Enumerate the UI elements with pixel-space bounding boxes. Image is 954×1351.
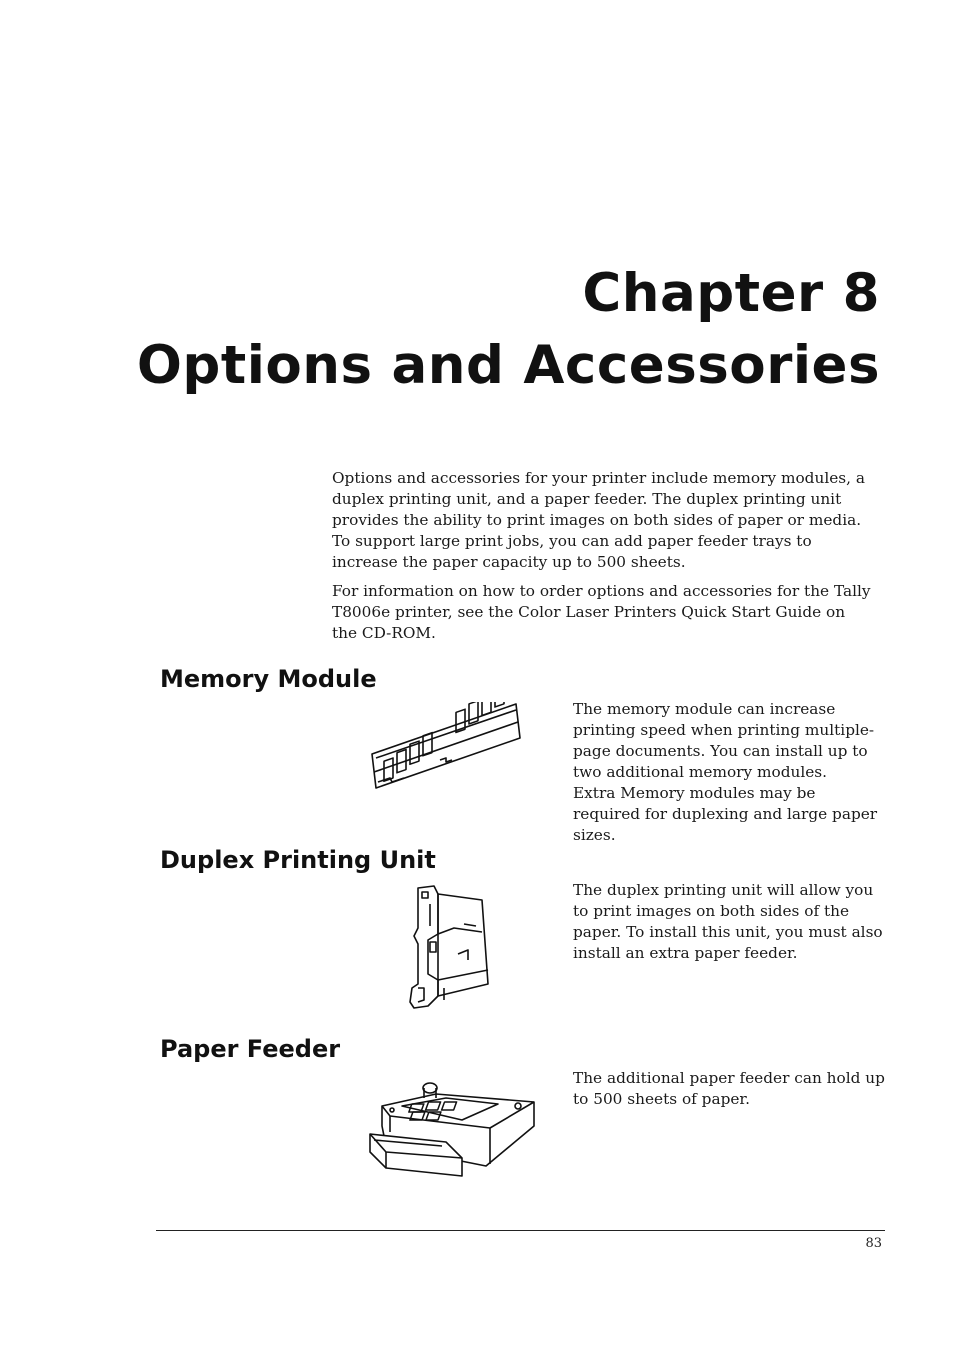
duplex-unit-heading: Duplex Printing Unit [160, 846, 436, 874]
memory-module-heading: Memory Module [160, 665, 377, 693]
duplex-unit-illustration [404, 884, 494, 1012]
memory-module-text: The memory module can increase printing speed when printing multiple-page documents. You can install up to two additional memory modules. [573, 700, 875, 781]
duplex-unit-description: The duplex printing unit will allow you to print images on both sides of the paper. To install this unit, you must also install an extra paper feeder. [573, 881, 883, 962]
chapter-number: Chapter 8 [582, 263, 880, 324]
paper-feeder-description: The additional paper feeder can hold up to 500 sheets of paper. [573, 1069, 885, 1108]
intro-paragraph: For information on how to order options and accessories for the Tally T8006e printer, see the Color Laser Printers Quick Start Guide on the CD-ROM. [332, 582, 871, 642]
page-number: 83 [865, 1236, 882, 1251]
paper-feeder-heading: Paper Feeder [160, 1035, 341, 1063]
memory-module-illustration [370, 702, 522, 790]
intro-text [332, 468, 872, 652]
chapter-name: Options and Accessories [136, 335, 880, 396]
paper-feeder-illustration [366, 1076, 540, 1180]
memory-module-note: Extra Memory modules may be required for duplexing and large paper sizes. [573, 784, 878, 844]
memory-module-description [573, 699, 885, 846]
chapter-title [80, 258, 880, 402]
footer-divider [156, 1230, 885, 1231]
intro-paragraph: Options and accessories for your printer include memory modules, a duplex printing unit, and a paper feeder. The duplex printing unit provides the ability to print images on both sides of paper or media. To support large print jobs, you can add paper feeder trays to increase the paper capacity up to 500 sheets. [332, 469, 865, 571]
